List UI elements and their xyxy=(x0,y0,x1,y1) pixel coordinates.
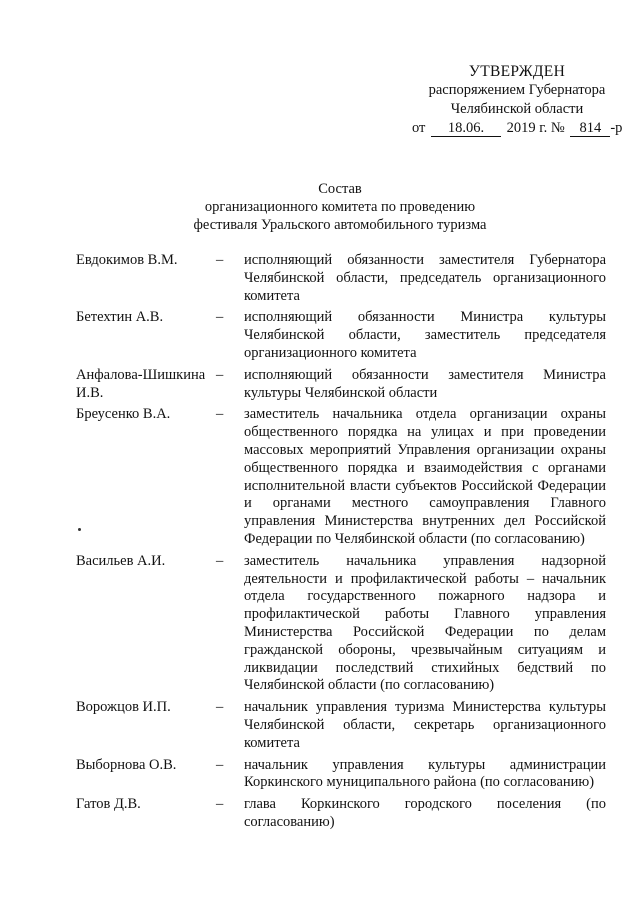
member-row xyxy=(76,406,606,548)
document-heading xyxy=(90,180,590,234)
member-dash: – xyxy=(216,699,224,716)
approval-suffix: -р xyxy=(610,120,623,136)
member-dash: – xyxy=(216,252,224,268)
member-dash: – xyxy=(216,366,224,383)
approval-line-2: Челябинской области xyxy=(450,101,584,117)
approval-line-1: распоряжением Губернатора xyxy=(428,82,606,98)
member-dash: – xyxy=(216,796,224,813)
member-role: начальник управления туризма Министерства культуры Челябинской области, секретарь организационного комитета xyxy=(244,699,606,751)
member-role: исполняющий обязанности заместителя Министра культуры Челябинской области xyxy=(244,366,606,401)
heading-line-3: фестиваля Уральского автомобильного туризма xyxy=(193,217,487,233)
member-role: начальник управления культуры администрации Коркинского муниципального района (по согласованию) xyxy=(244,756,606,791)
member-row xyxy=(76,699,606,752)
member-name: Евдокимов В.М. xyxy=(76,252,178,268)
approval-date: 18.06. xyxy=(431,121,501,137)
approval-title: УТВЕРЖДЕН xyxy=(468,63,566,80)
member-row xyxy=(76,757,606,793)
member-role: исполняющий обязанности Министра культуры Челябинской области, заместитель председателя организационного комитета xyxy=(244,309,606,361)
approval-stamp xyxy=(412,62,622,138)
approval-year: 2019 г. № xyxy=(506,120,565,136)
member-name: Бетехтин А.В. xyxy=(76,309,164,326)
member-dash: – xyxy=(216,309,224,326)
member-role: заместитель начальника управления надзорной деятельности и профилактической работы – начальник отдела государственного пожарного надзора и профилактической работы Главного управления Министерства Российской Федерации по делам гражданской обороны, чрезвычайным ситуациям и ликвидации последствий стихийных бедствий по Челябинской области (по согласованию) xyxy=(244,552,606,694)
heading-line-2: организационного комитета по проведению xyxy=(204,199,476,215)
member-name: Васильев А.И. xyxy=(76,552,166,569)
member-role: исполняющий обязанности заместителя Губернатора Челябинской области, председатель организационного комитета xyxy=(244,252,606,304)
member-dash: – xyxy=(216,756,224,773)
member-row xyxy=(76,309,606,362)
member-name: Ворожцов И.П. xyxy=(76,699,171,716)
member-name: Выборнова О.В. xyxy=(76,756,177,773)
member-dash: – xyxy=(216,552,224,569)
member-row xyxy=(76,252,606,305)
committee-members-list xyxy=(76,252,606,836)
member-row xyxy=(76,796,606,832)
scan-speck xyxy=(78,528,81,531)
member-role: заместитель начальника отдела организации охраны общественного порядка на улицах и при проведении массовых мероприятий Управления организации охраны общественного порядка и взаимодействия с органами исполнительной власти субъектов Российской Федерации и органами местного самоуправления Главного управления Министерства внутренних дел Российской Федерации по Челябинской области (по согласованию) xyxy=(244,406,606,547)
heading-line-1: Состав xyxy=(318,181,362,197)
member-name: Бреусенко В.А. xyxy=(76,406,171,423)
approval-from-label: от xyxy=(412,120,426,136)
approval-number: 814 xyxy=(570,121,610,137)
member-name: Гатов Д.В. xyxy=(76,796,141,813)
member-name: Анфалова-Шишкина И.В. xyxy=(76,366,206,401)
member-role: глава Коркинского городского поселения (по согласованию) xyxy=(244,796,606,830)
member-row xyxy=(76,367,606,403)
member-dash: – xyxy=(216,406,224,423)
member-row xyxy=(76,553,606,695)
approval-date-line xyxy=(412,119,622,138)
